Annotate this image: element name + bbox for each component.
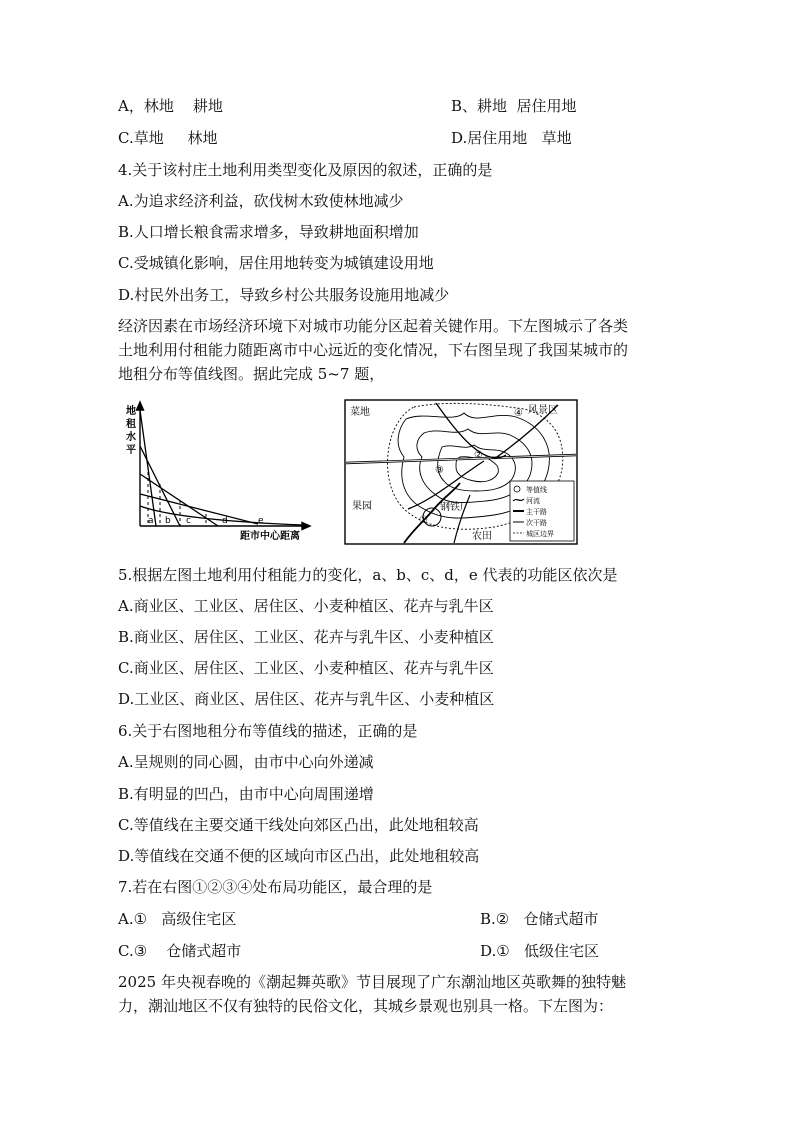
intro-line: 经济因素在市场经济环境下对城市功能分区起着关键作用。下左图城示了各类 xyxy=(118,317,629,335)
q6-option-c[interactable]: C.等值线在主要交通干线处向郊区凸出，此处地租较高 xyxy=(118,816,479,834)
q5-stem: 5.根据左图土地利用付租能力的变化，a、b、c、d，e 代表的功能区依次是 xyxy=(118,566,618,584)
q4-option-c[interactable]: C.受城镇化影响，居住用地转变为城镇建设用地 xyxy=(118,254,434,272)
bid-rent-figure xyxy=(118,396,314,544)
x-axis-label: 距市中心距离 xyxy=(240,531,300,542)
legend-boundary: 城区边界 xyxy=(526,530,554,538)
marker-1: ① xyxy=(419,515,428,526)
x-axis-arrow xyxy=(302,523,310,530)
q6-option-a[interactable]: A.呈规则的同心圆，由市中心向外递减 xyxy=(118,753,374,771)
intro2-line: 力，潮汕地区不仅有独特的民俗文化，其城乡景观也别具一格。下左图为： xyxy=(118,997,614,1015)
option-c[interactable]: C.草地 林地 xyxy=(118,129,218,147)
option-a[interactable]: A.① 高级住宅区 xyxy=(118,910,237,928)
q4-option-a[interactable]: A.为追求经济利益，砍伐树木致使林地减少 xyxy=(118,192,404,210)
q4-stem: 4.关于该村庄土地利用类型变化及原因的叙述，正确的是 xyxy=(118,161,493,179)
map-legend xyxy=(510,481,574,541)
option-a[interactable]: A，林地 耕地 xyxy=(118,97,223,115)
ylabel-char: 平 xyxy=(126,445,136,456)
option-b[interactable]: B.② 仓储式超市 xyxy=(480,910,599,928)
rent-contour-map xyxy=(344,399,578,545)
option-d[interactable]: D.居住用地 草地 xyxy=(451,129,572,147)
q6-option-b[interactable]: B.有明显的凹凸，由市中心向周围递增 xyxy=(118,785,374,803)
y-axis-arrow xyxy=(137,402,144,410)
q4-option-d[interactable]: D.村民外出务工，导致乡村公共服务设施用地减少 xyxy=(118,286,450,304)
label-vegetable: 菜地 xyxy=(350,407,370,418)
marker-3: ③ xyxy=(435,465,444,476)
tick-b: b xyxy=(165,516,171,526)
label-orchard: 果园 xyxy=(352,501,372,512)
legend-river: 河流 xyxy=(526,497,540,505)
tick-a: a xyxy=(148,516,154,526)
intro2-line: 2025 年央视春晚的《潮起舞英歌》节目展现了广东潮汕地区英歌舞的独特魅 xyxy=(118,973,626,991)
label-farmland: 农田 xyxy=(472,531,492,542)
y-axis-label xyxy=(126,404,137,456)
rent-curve-d xyxy=(140,494,258,524)
label-scenic: 风景区 xyxy=(528,405,558,416)
intro-line: 土地利用付租能力随距离市中心远近的变化情况，下右图呈现了我国某城市的 xyxy=(118,341,629,359)
q7-stem: 7.若在右图①②③④处布局功能区，最合理的是 xyxy=(118,878,433,896)
q5-option-a[interactable]: A.商业区、工业区、居住区、小麦种植区、花卉与乳牛区 xyxy=(118,597,494,615)
q6-option-d[interactable]: D.等值线在交通不便的区域向市区凸出，此处地租较高 xyxy=(118,847,480,865)
tick-d: d xyxy=(222,516,228,526)
option-c[interactable]: C.③ 仓储式超市 xyxy=(118,942,242,960)
tick-e: e xyxy=(258,516,264,526)
intro-line: 地租分布等值线图。据此完成 5~7 题， xyxy=(118,365,385,383)
intro-paragraph xyxy=(118,314,678,386)
q4-option-b[interactable]: B.人口增长粮食需求增多，导致耕地面积增加 xyxy=(118,223,419,241)
option-d[interactable]: D.① 低级住宅区 xyxy=(480,942,600,960)
legend-main-road: 主干路 xyxy=(526,508,547,516)
q5-option-b[interactable]: B.商业区、居住区、工业区、花卉与乳牛区、小麦种植区 xyxy=(118,628,494,646)
ylabel-char: 水 xyxy=(126,432,136,443)
ylabel-char: 租 xyxy=(126,419,136,430)
marker-2: ② xyxy=(474,450,483,461)
intro2-paragraph xyxy=(118,970,678,1018)
tick-c: c xyxy=(186,516,191,526)
marker-4: ④ xyxy=(514,408,523,419)
option-b[interactable]: B、耕地 居住用地 xyxy=(451,97,577,115)
q5-option-d[interactable]: D.工业区、商业区、居住区、花卉与乳牛区、小麦种植区 xyxy=(118,690,495,708)
ylabel-char: 地 xyxy=(126,406,136,417)
label-steel: 钢铁厂 xyxy=(440,502,470,513)
q6-stem: 6.关于右图地租分布等值线的描述，正确的是 xyxy=(118,722,418,740)
legend-contour: 等值线 xyxy=(526,486,547,494)
q5-option-c[interactable]: C.商业区、居住区、工业区、小麦种植区、花卉与乳牛区 xyxy=(118,659,494,677)
legend-secondary-road: 次干路 xyxy=(526,519,547,527)
